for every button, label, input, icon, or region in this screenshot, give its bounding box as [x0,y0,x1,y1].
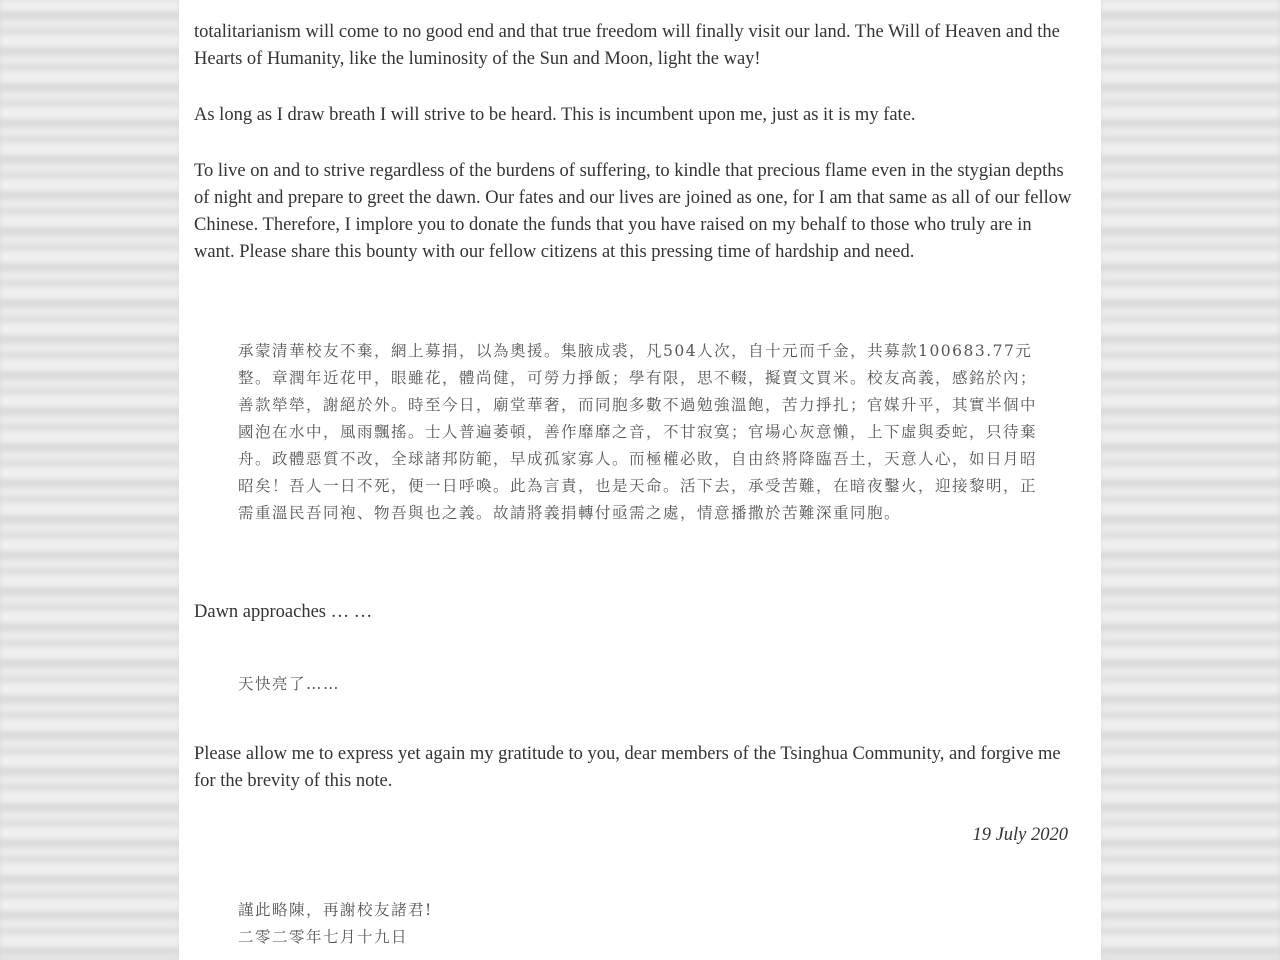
closing-chinese-line-2: 二零二零年七月十九日 [238,928,409,946]
paragraph-draw-breath: As long as I draw breath I will strive to be heard. This is incumbent upon me, just as it is my fate. [194,105,916,125]
paragraph-strive: To live on and to strive regardless of the burdens of suffering, to kindle that precious flame even in the stygian depths of night and prepare to greet the dawn. Our fates and our lives are joined as one, for I am that same as all of our fellow Chinese. Therefore, I implore you to donate the funds that you have raised on my behalf to those who truly are in want. Please share this bounty with our fellow citizens at this pressing time of hardship and need. [194,161,1072,262]
paragraph-gratitude: Please allow me to express yet again my gratitude to you, dear members of the Tsinghua Community, and forgive me for the brevity of this note. [194,744,1061,791]
chinese-paragraph: 承蒙清華校友不棄，網上募捐，以為奧援。集腋成裘，凡504人次，自十元而千金，共募款100683.77元整。章潤年近花甲，眼雖花，體尚健，可勞力掙飯；學有限，思不輟，擬賣文買米。校友高義，感銘於內；善款犖犖，謝絕於外。時至今日，廟堂華奢，而同胞多數不過勉強溫飽，苦力掙扎；官媒升平，其實半個中國泡在水中，風雨飄搖。士人普遍萎頓，善作靡靡之音，不甘寂寞；官場心灰意懶，上下虛與委蛇，只待棄舟。政體惡質不改，全球諸邦防範，早成孤家寡人。而極權必敗，自由終將降臨吾土，天意人心，如日月昭昭矣！吾人一日不死，便一日呼喚。此為言責，也是天命。活下去，承受苦難，在暗夜鑿火，迎接黎明，正需重溫民吾同袍、物吾與也之義。故請將義捐轉付亟需之處，情意播撒於苦難深重同胞。 [238,342,1038,522]
dawn-approaches-text: Dawn approaches … … [194,602,373,622]
blurred-background-right [1100,0,1280,960]
blurred-background-left [0,0,180,960]
letter-date: 19 July 2020 [972,825,1068,845]
closing-chinese-line-1: 謹此略陳，再謝校友諸君! [238,901,433,919]
paragraph-freedom: totalitarianism will come to no good end and that true freedom will finally visit our land. The Will of Heaven and the Hearts of Humanity, like the luminosity of the Sun and Moon, light the way! [194,22,1060,69]
dawn-approaches-chinese: 天快亮了…… [238,675,341,693]
letter-page [179,0,1101,960]
